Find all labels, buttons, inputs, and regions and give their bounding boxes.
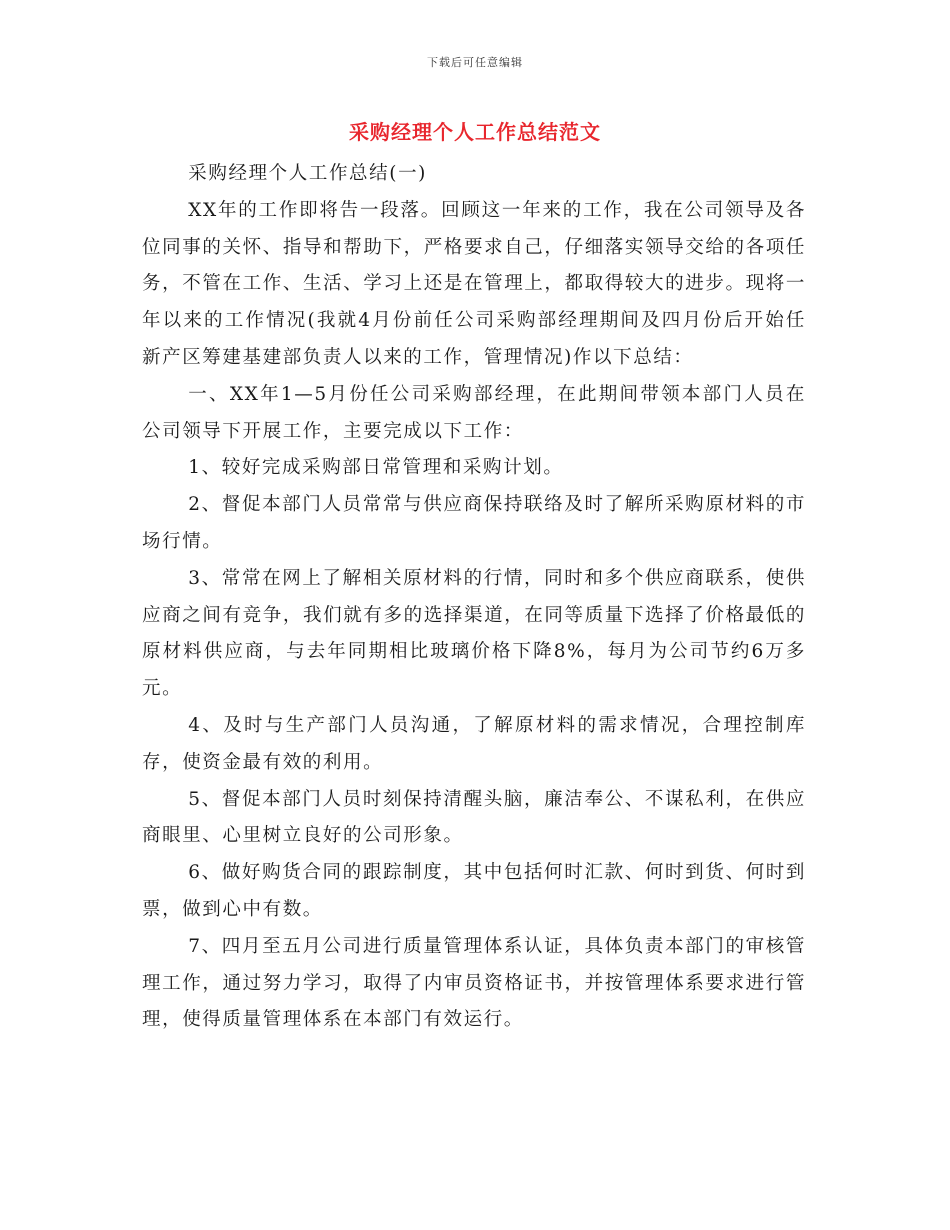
list-item: 6、做好购货合同的跟踪制度，其中包括何时汇款、何时到货、何时到票，做到心中有数。 [142,862,806,920]
document-body [142,156,806,1039]
document-title: 采购经理个人工作总结范文 [349,120,601,144]
list-item: 5、督促本部门人员时刻保持清醒头脑，廉洁奉公、不谋私利，在供应商眼里、心里树立良好的公司形象。 [142,788,806,847]
section-heading: 采购经理个人工作总结(一) [188,163,427,184]
page-header-note: 下载后可任意编辑 [427,56,523,69]
list-item: 4、及时与生产部门人员沟通，了解原材料的需求情况，合理控制库存，使资金最有效的利用。 [142,714,806,773]
body-paragraph: XX年的工作即将告一段落。回顾这一年来的工作，我在公司领导及各位同事的关怀、指导和帮助下，严格要求自己，仔细落实领导交给的各项任务，不管在工作、生活、学习上还是在管理上，都取得较大的进步。现将一年以来的工作情况(我就4月份前任公司采购部经理期间及四月份后开始任新产区筹建基建部负责人以来的工作，管理情况)作以下总结： [142,199,806,368]
list-item: 7、四月至五月公司进行质量管理体系认证，具体负责本部门的审核管理工作，通过努力学习，取得了内审员资格证书，并按管理体系要求进行管理，使得质量管理体系在本部门有效运行。 [142,935,806,1031]
list-item: 2、督促本部门人员常常与供应商保持联络及时了解所采购原材料的市场行情。 [142,494,806,552]
body-paragraph: 一、XX年1—5月份任公司采购部经理，在此期间带领本部门人员在公司领导下开展工作，主要完成以下工作： [142,383,806,442]
list-item: 3、常常在网上了解相关原材料的行情，同时和多个供应商联系，使供应商之间有竞争，我们就有多的选择渠道，在同等质量下选择了价格最低的原材料供应商，与去年同期相比玻璃价格下降8%，每月为公司节约6万多元。 [142,567,806,700]
list-item: 1、较好完成采购部日常管理和采购计划。 [188,457,564,479]
